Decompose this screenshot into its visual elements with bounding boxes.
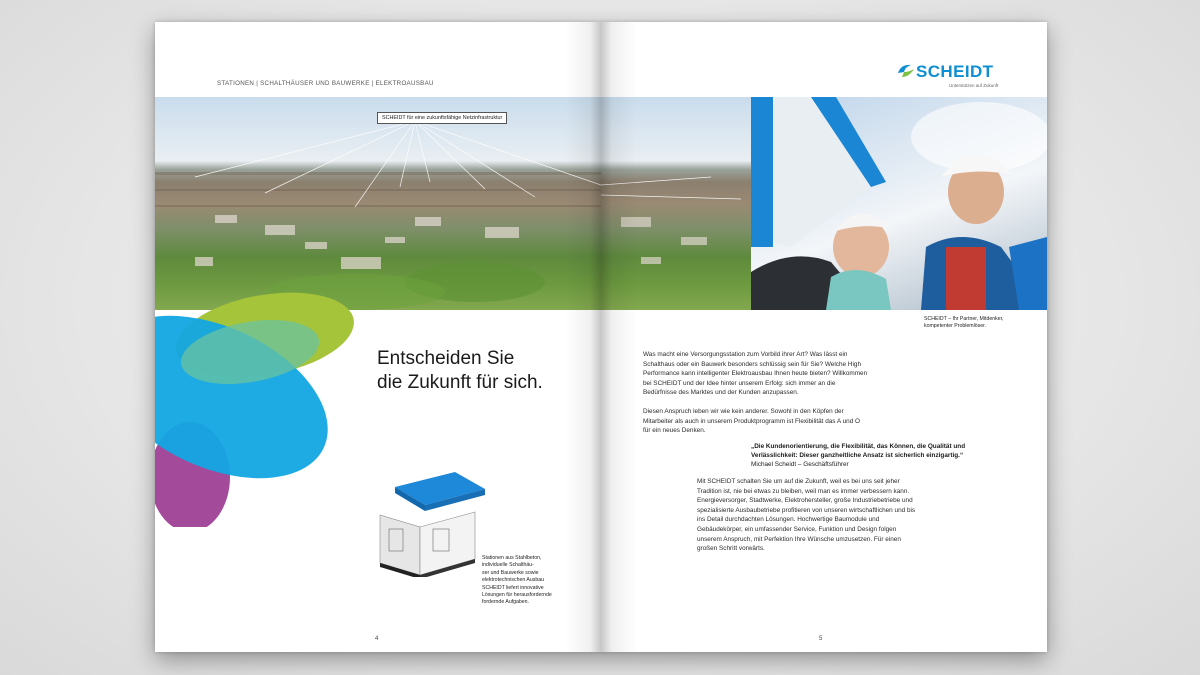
caption-line: fordernde Aufgaben.	[482, 599, 530, 606]
caption-line: kompetenter Problemlöser.	[924, 323, 986, 330]
caption-line: ser und Bauwerke sowie	[482, 569, 539, 576]
quote-text: „Die Kundenorientierung, die Flexibilität, das Können, die Qualität und Verlässlichkeit: Dieser ganzheitliche Ansatz ist sicherlich einzigartig.“	[751, 443, 966, 460]
caption-line: elektrotechnischen Ausbau	[482, 577, 545, 584]
page-number-left: 4	[375, 636, 379, 642]
quote-author: Michael Scheidt – Geschäftsführer	[751, 461, 849, 469]
caption-line: Stationen aus Stahlbeton,	[482, 555, 542, 561]
headline-line-1: Entscheiden Sie	[377, 348, 515, 369]
paragraph-text: Diesen Anspruch leben wir wie kein anderer. Sowohl in den Köpfen der Mitarbeiter als auch in unserem Produktprogramm ist Flexibilität das A und O für ein neues Denken.	[643, 408, 861, 435]
image-callout: SCHEIDT für eine zukunftsfähige Netzinfrastruktur	[377, 112, 507, 124]
city-aerial-photo-continued	[601, 97, 754, 310]
page-headline	[377, 347, 587, 395]
caption-line: Lösungen für herausfordernde	[482, 592, 552, 599]
headline-line-2: die Zukunft für sich.	[377, 372, 543, 393]
second-paragraph	[643, 407, 863, 436]
brochure-spread	[155, 22, 1047, 652]
page-number-right: 5	[819, 636, 823, 642]
caption-line: SCHEIDT – Ihr Partner, Mitdenker,	[924, 316, 1004, 322]
city-texture	[601, 97, 754, 310]
caption-line: individuelle Schalthäu-	[482, 562, 534, 569]
logo-wordmark: SCHEIDT	[916, 62, 994, 81]
closing-paragraph	[697, 477, 922, 554]
decorative-shapes	[155, 277, 375, 527]
building-module-illustration	[375, 467, 490, 577]
paragraph-text: Was macht eine Versorgungsstation zum Vorbild ihrer Art? Was lässt ein Schalthaus oder ein Bauwerk besonders schlüssig sein für Sie? Welche High Performance kann intelligenter Elektroausbau Ihnen heute bieten? Willkommen bei SCHEIDT und der Idee hinter unserem Erfolg: sich immer an die Bedürfnisse des Marktes und der Kunden anzupassen.	[643, 351, 868, 397]
logo-mark-icon	[897, 63, 915, 79]
scheidt-logo	[897, 62, 999, 88]
logo-tagline: Unterstützen auf Zukunft	[949, 83, 999, 88]
intro-paragraph	[643, 350, 868, 398]
photo-caption	[924, 316, 1034, 331]
left-page	[155, 22, 601, 652]
illustration-caption	[482, 555, 562, 607]
right-page	[601, 22, 1047, 652]
paragraph-text: Mit SCHEIDT schalten Sie um auf die Zukunft, weil es bei uns seit jeher Tradition ist, nie bei etwas zu bleiben, weil man es immer verbessern kann. Energieversorger, Stadtwerke, Elektrohersteller, große Industriebetriebe und spezialisierte Ausbaubetriebe profitieren von unseren wirtschaftlichen und bis ins Detail durchdachten Lösungen. Hochwertige Baumodule und Gebäudekörper, ein umfassender Service, Funktion und Design folgen unserem Anspruch, mit Perfektion Ihre Wünsche umzusetzen. Für einen großen Schritt vorwärts.	[697, 478, 916, 553]
caption-line: SCHEIDT liefert innovative	[482, 584, 544, 591]
breadcrumb: STATIONEN | SCHALTHÄUSER UND BAUWERKE | ELEKTROAUSBAU	[217, 80, 434, 87]
engineers-illustration	[751, 97, 1047, 310]
ceo-quote	[751, 442, 981, 470]
engineers-photo	[751, 97, 1047, 310]
